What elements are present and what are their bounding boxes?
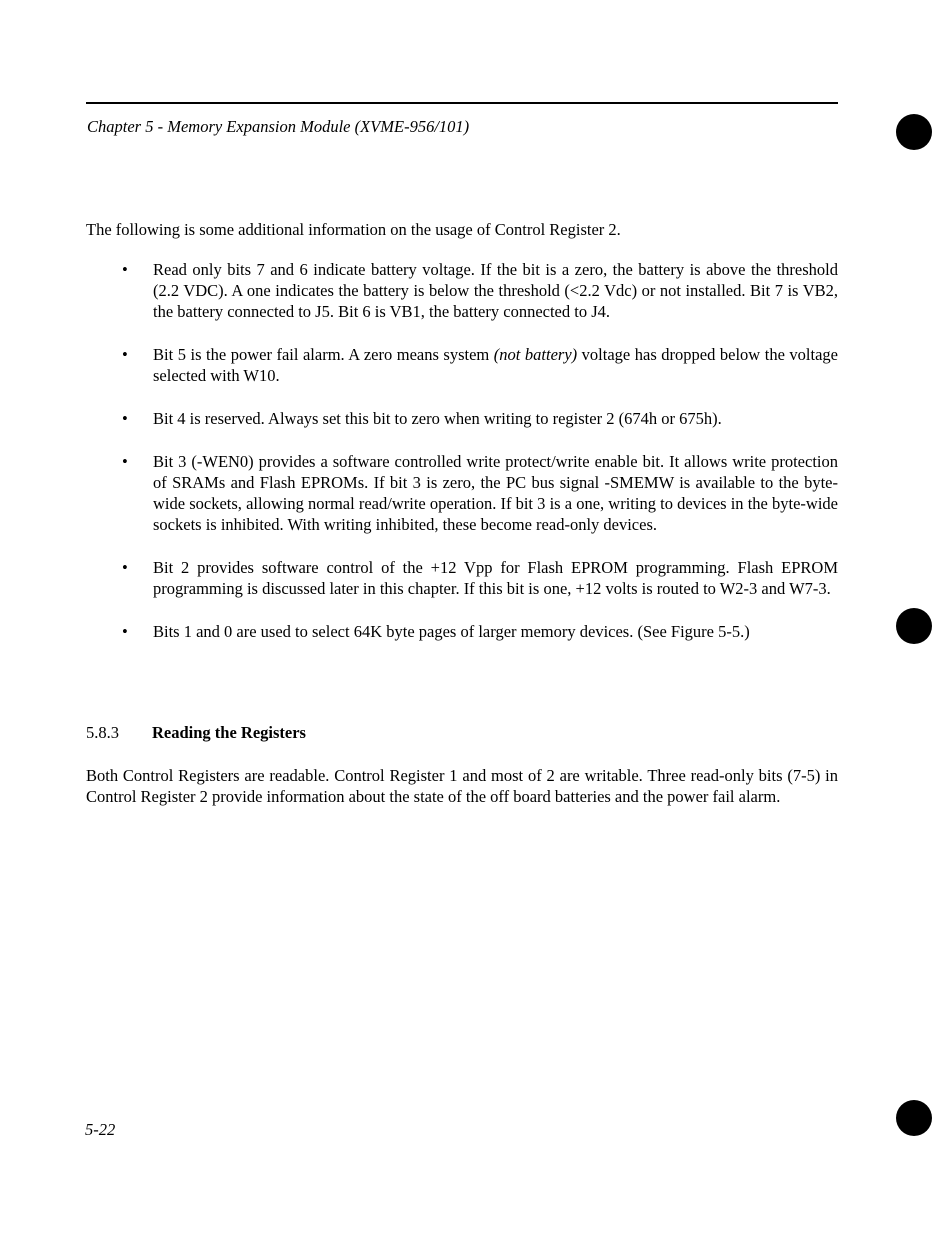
bullet-text: Bits 1 and 0 are used to select 64K byte pages of larger memory devices. (See Figure 5-5.): [153, 622, 750, 641]
bullet-marker: •: [122, 452, 128, 471]
bullet-item-bit-5: [86, 344, 838, 386]
bullet-item-bit-3: [86, 451, 838, 535]
chapter-header: Chapter 5 - Memory Expansion Module (XVME-956/101): [87, 117, 470, 136]
bullet-list: [86, 259, 838, 664]
bullet-marker: •: [122, 409, 128, 428]
bullet-item-bit-4: [86, 408, 838, 429]
bullet-marker: •: [122, 558, 128, 577]
section-title: Reading the Registers: [152, 723, 306, 742]
bullet-marker: •: [122, 345, 128, 364]
page-number: 5-22: [85, 1120, 116, 1139]
section-heading: [86, 723, 306, 743]
bullet-item-bits-1-0: [86, 621, 838, 642]
section-number: 5.8.3: [86, 723, 119, 742]
bullet-item-bits-7-6: [86, 259, 838, 322]
bullet-marker: •: [122, 622, 128, 641]
binder-hole-middle: [896, 608, 932, 644]
header-rule: [86, 102, 838, 104]
bullet-text: Bit 2 provides software control of the +12 Vpp for Flash EPROM programming. Flash EPROM programming is discussed later in this chapter. If this bit is one, +12 volts is routed to W2-3 and W7-3.: [153, 558, 838, 598]
bullet-text: Bit 3 (-WEN0) provides a software controlled write protect/write enable bit. It allows write protection of SRAMs and Flash EPROMs. If bit 3 is zero, the PC bus signal -SMEMW is available to the byte-wide sockets, allowing normal read/write operation. If bit 3 is a one, writing to devices in the byte-wide sockets is inhibited. With writing inhibited, these become read-only devices.: [153, 452, 838, 534]
bullet-text: Bit 5 is the power fail alarm. A zero means system: [153, 345, 494, 364]
intro-paragraph: The following is some additional information on the usage of Control Register 2.: [86, 220, 621, 239]
bullet-text: Read only bits 7 and 6 indicate battery voltage. If the bit is a zero, the battery is above the threshold (2.2 VDC). A one indicates the battery is below the threshold (<2.2 Vdc) or not installed. Bit 7 is VB2, the battery connected to J5. Bit 6 is VB1, the battery connected to J4.: [153, 260, 838, 321]
binder-hole-top: [896, 114, 932, 150]
bullet-emphasis: (not battery): [493, 345, 578, 364]
bullet-item-bit-2: [86, 557, 838, 599]
bullet-text-tail: voltage has dropped below the voltage selected with W10.: [153, 345, 838, 385]
section-paragraph: Both Control Registers are readable. Control Register 1 and most of 2 are writable. Three read-only bits (7-5) in Control Register 2 provide information about the state of the off board batteries and the power fail alarm.: [86, 766, 838, 806]
binder-hole-bottom: [896, 1100, 932, 1136]
bullet-text: Bit 4 is reserved. Always set this bit to zero when writing to register 2 (674h or 675h).: [153, 409, 722, 428]
bullet-marker: •: [122, 260, 128, 279]
